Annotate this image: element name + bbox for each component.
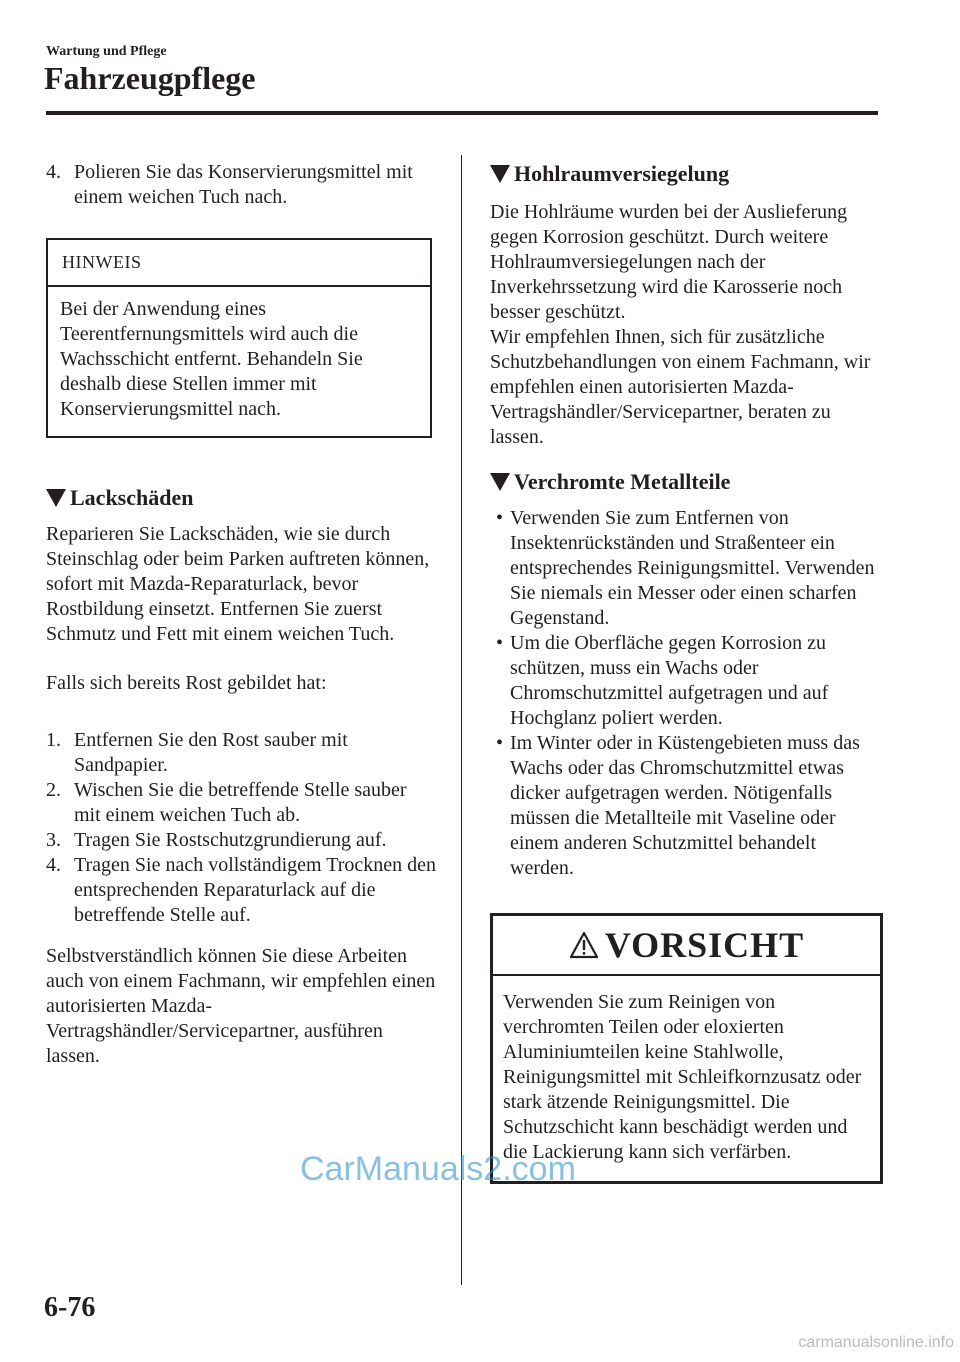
intro-list <box>46 160 436 210</box>
paragraph: Wir empfehlen Ihnen, sich für zusätzliche Schutzbehandlungen von einem Fachmann, wir empfehlen einen autorisierten Mazda-Vertragshändler/Servicepartner, beraten zu lassen. <box>490 326 871 448</box>
caution-body: Verwenden Sie zum Reinigen von verchromten Teilen oder eloxierten Aluminiumteilen keine Stahlwolle, Reinigungsmittel mit Schleifkornzusatz oder stark ätzende Reinigungsmittel. Die Schutzschicht kann beschädigt werden und die Lackierung kann sich verfärben. <box>503 991 862 1163</box>
caution-title: VORSICHT <box>604 924 805 965</box>
note-body: Bei der Anwendung eines Teerentfernungsmittels wird auch die Wachsschicht entfernt. Behandeln Sie deshalb diese Stellen immer mit Konservierungsmittel nach. <box>60 298 363 420</box>
list-text: Tragen Sie nach vollständigem Trocknen den entsprechenden Reparaturlack auf die betreffende Stelle auf. <box>74 854 437 926</box>
repair-steps-list <box>46 728 436 928</box>
section-heading-lackschaeden <box>46 484 436 512</box>
paragraph: Selbstverständlich können Sie diese Arbeiten auch von einem Fachmann, wir empfehlen einen autorisierten Mazda-Vertragshändler/Servicepartner, ausführen lassen. <box>46 945 436 1067</box>
bullet-icon: • <box>496 507 504 529</box>
list-item <box>46 728 436 778</box>
page-title: Fahrzeugpflege <box>44 60 256 96</box>
left-column <box>46 160 436 1069</box>
section-title: Lackschäden <box>70 485 194 510</box>
site-watermark: carmanualsonline.info <box>798 1334 954 1351</box>
list-number: 2. <box>46 779 61 801</box>
bullet-icon: • <box>496 732 504 754</box>
list-text: Im Winter oder in Küstengebieten muss das Wachs oder das Chromschutzmittel etwas dicker aufgetragen werden. Nötigenfalls müssen die Metallteile mit Vaseline oder einem anderen Schutzmittel behandelt werden. <box>510 732 860 879</box>
list-number: 4. <box>46 854 61 876</box>
triangle-bullet-icon <box>46 489 66 507</box>
paragraph: Falls sich bereits Rost gebildet hat: <box>46 672 327 694</box>
paragraph: Die Hohlräume wurden bei der Auslieferung gegen Korrosion geschützt. Durch weitere Hohlraumversiegelungen nach der Inverkehrssetzung wird die Karosserie noch besser geschützt. <box>490 201 848 323</box>
list-item <box>46 778 436 828</box>
list-item <box>490 731 880 881</box>
section-title: Verchromte Metallteile <box>514 469 731 494</box>
caution-header <box>493 916 880 976</box>
list-item <box>46 853 436 928</box>
watermark-logo: CarManuals2.com <box>300 1150 576 1188</box>
list-text: Tragen Sie Rostschutzgrundierung auf. <box>74 829 387 851</box>
list-text: Polieren Sie das Konservierungsmittel mit einem weichen Tuch nach. <box>74 161 413 208</box>
chrome-bullet-list <box>490 506 880 881</box>
list-number: 4. <box>46 161 61 183</box>
bullet-icon: • <box>496 632 504 654</box>
list-item <box>46 160 436 210</box>
chapter-label: Wartung und Pflege <box>46 44 167 59</box>
note-box <box>46 238 432 438</box>
note-title: HINWEIS <box>48 240 430 287</box>
column-divider <box>461 155 462 1285</box>
page-number: 6-76 <box>44 1292 96 1323</box>
right-column <box>490 160 880 1184</box>
list-number: 1. <box>46 729 61 751</box>
list-text: Verwenden Sie zum Entfernen von Insektenrückständen und Straßenteer ein entsprechendes Reinigungsmittel. Verwenden Sie niemals ein Messer oder einen scharfen Gegenstand. <box>510 507 875 629</box>
triangle-bullet-icon <box>490 473 510 491</box>
list-text: Wischen Sie die betreffende Stelle sauber mit einem weichen Tuch ab. <box>74 779 407 826</box>
list-text: Um die Oberfläche gegen Korrosion zu schützen, muss ein Wachs oder Chromschutzmittel aufgetragen und auf Hochglanz poliert werden. <box>510 632 829 729</box>
list-item <box>490 506 880 631</box>
list-number: 3. <box>46 829 61 851</box>
warning-triangle-icon <box>569 931 599 959</box>
list-item <box>46 828 436 853</box>
section-heading-chrom <box>490 468 880 496</box>
header-rule <box>46 111 878 115</box>
triangle-bullet-icon <box>490 165 510 183</box>
caution-box <box>490 913 883 1184</box>
section-title: Hohlraumversiegelung <box>514 161 730 186</box>
list-item <box>490 631 880 731</box>
paragraph: Reparieren Sie Lackschäden, wie sie durch Steinschlag oder beim Parken auftreten können, sofort mit Mazda-Reparaturlack, bevor Rostbildung einsetzt. Entfernen Sie zuerst Schmutz und Fett mit einem weichen Tuch. <box>46 523 430 645</box>
list-text: Entfernen Sie den Rost sauber mit Sandpapier. <box>74 729 348 776</box>
section-heading-hohlraum <box>490 160 880 188</box>
